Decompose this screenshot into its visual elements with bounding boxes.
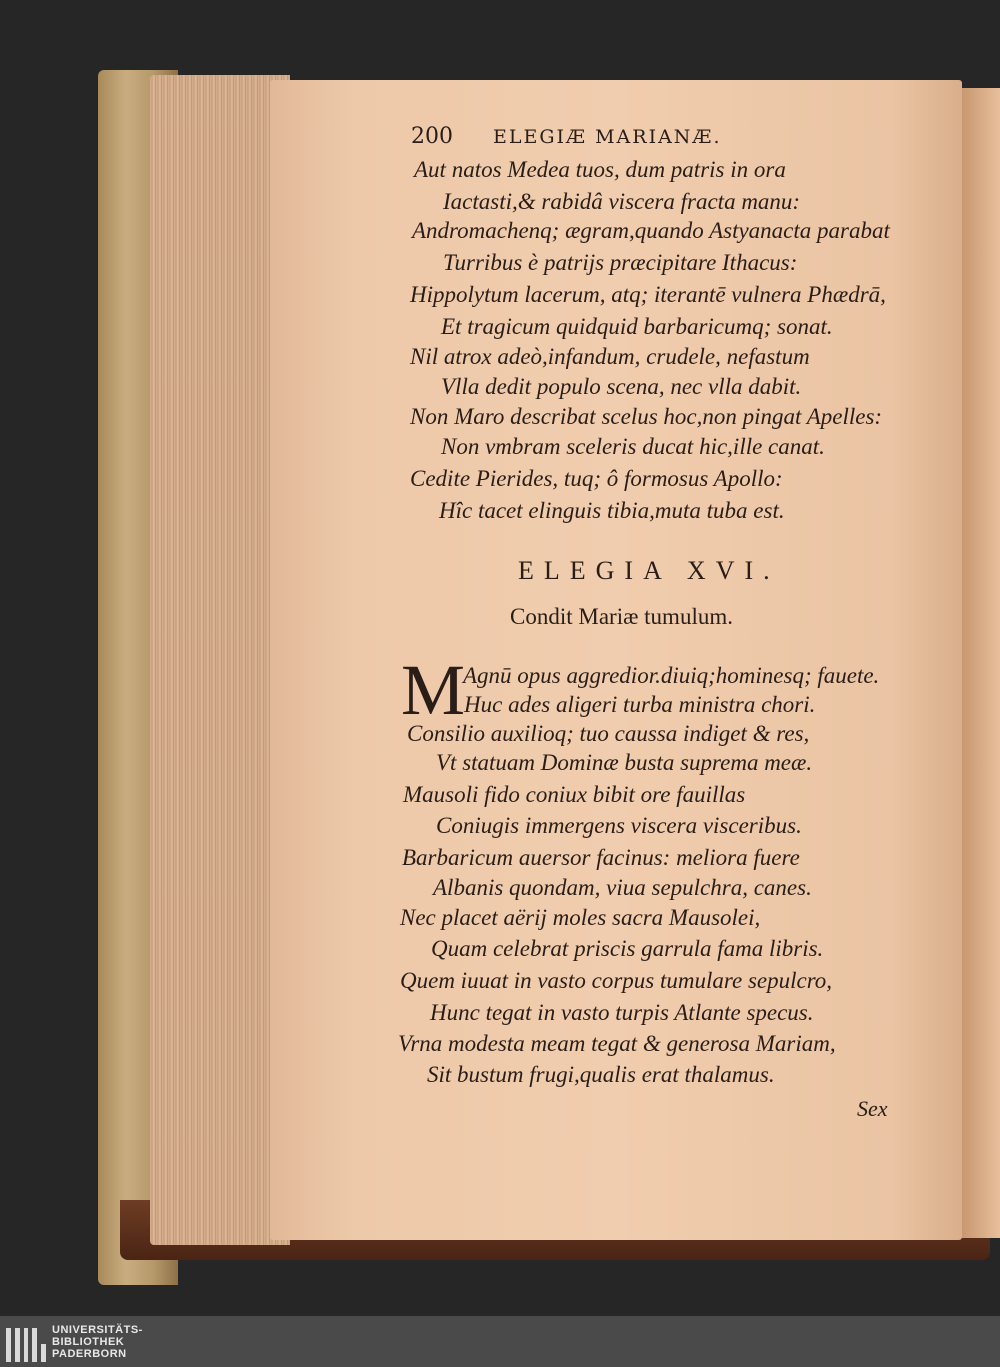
library-name-line: UNIVERSITÄTS- [52, 1323, 143, 1336]
page-number: 200 [411, 124, 453, 149]
verse-line: Mausoli fido coniux bibit ore fauillas [403, 782, 746, 807]
verse-line: Vrna modesta meam tegat & generosa Mariam, [398, 1031, 836, 1056]
verse-line: Quem iuuat in vasto corpus tumulare sepulcro, [400, 968, 833, 993]
catchword: Sex [857, 1096, 888, 1121]
library-footer [0, 1316, 1000, 1367]
verse-line: Non Maro describat scelus hoc,non pingat Apelles: [410, 404, 883, 429]
verse-line: Barbaricum auersor facinus: meliora fuere [402, 845, 800, 870]
verse-line: Andromachenq; ægram,quando Astyanacta parabat [412, 218, 890, 243]
page-header [411, 124, 841, 150]
verse-line: Nil atrox adeò,infandum, crudele, nefastum [410, 344, 810, 369]
verse-line: Agnū opus aggredior.diuiq;hominesq; fauete. [463, 663, 880, 688]
running-head: ELEGIÆ MARIANÆ. [493, 126, 722, 148]
verse-line: Nec placet aërij moles sacra Mausolei, [400, 905, 761, 930]
verse-line: Cedite Pierides, tuq; ô formosus Apollo: [410, 466, 783, 491]
verse-line: Aut natos Medea tuos, dum patris in ora [414, 157, 786, 182]
facing-page-edge [958, 88, 1000, 1238]
page-stack [150, 75, 290, 1245]
verse-line: Hippolytum lacerum, atq; iterantē vulnera Phædrā, [410, 282, 886, 307]
verse-line: Non vmbram sceleris ducat hic,ille canat. [441, 434, 825, 459]
library-name-line: BIBLIOTHEK [52, 1335, 125, 1348]
elegy-subtitle: Condit Mariæ tumulum. [510, 604, 733, 629]
verse-line: Hunc tegat in vasto turpis Atlante specus. [430, 1000, 814, 1025]
verse-line: Et tragicum quidquid barbaricumq; sonat. [441, 314, 833, 339]
verse-line: Sit bustum frugi,qualis erat thalamus. [427, 1062, 775, 1087]
verse-line: Vlla dedit populo scena, nec vlla dabit. [441, 374, 802, 399]
verse-line: Quam celebrat priscis garrula fama libris. [431, 936, 824, 961]
verse-line: Huc ades aligeri turba ministra chori. [464, 692, 816, 717]
verse-line: Iactasti,& rabidâ viscera fracta manu: [443, 189, 801, 214]
verse-line: Hîc tacet elinguis tibia,muta tuba est. [439, 498, 785, 523]
verse-line: Consilio auxilioq; tuo caussa indiget & res, [407, 721, 810, 746]
elegy-title: ELEGIA XVI. [518, 556, 780, 585]
drop-capital: M [401, 650, 466, 730]
verse-line: Coniugis immergens viscera visceribus. [436, 813, 802, 838]
verse-line: Turribus è patrijs præcipitare Ithacus: [443, 250, 798, 275]
library-logo-icon [6, 1322, 46, 1362]
verse-line: Vt statuam Dominæ busta suprema meæ. [436, 750, 813, 775]
library-name [52, 1324, 143, 1360]
verse-line: Albanis quondam, viua sepulchra, canes. [433, 875, 812, 900]
library-name-line: PADERBORN [52, 1347, 127, 1360]
